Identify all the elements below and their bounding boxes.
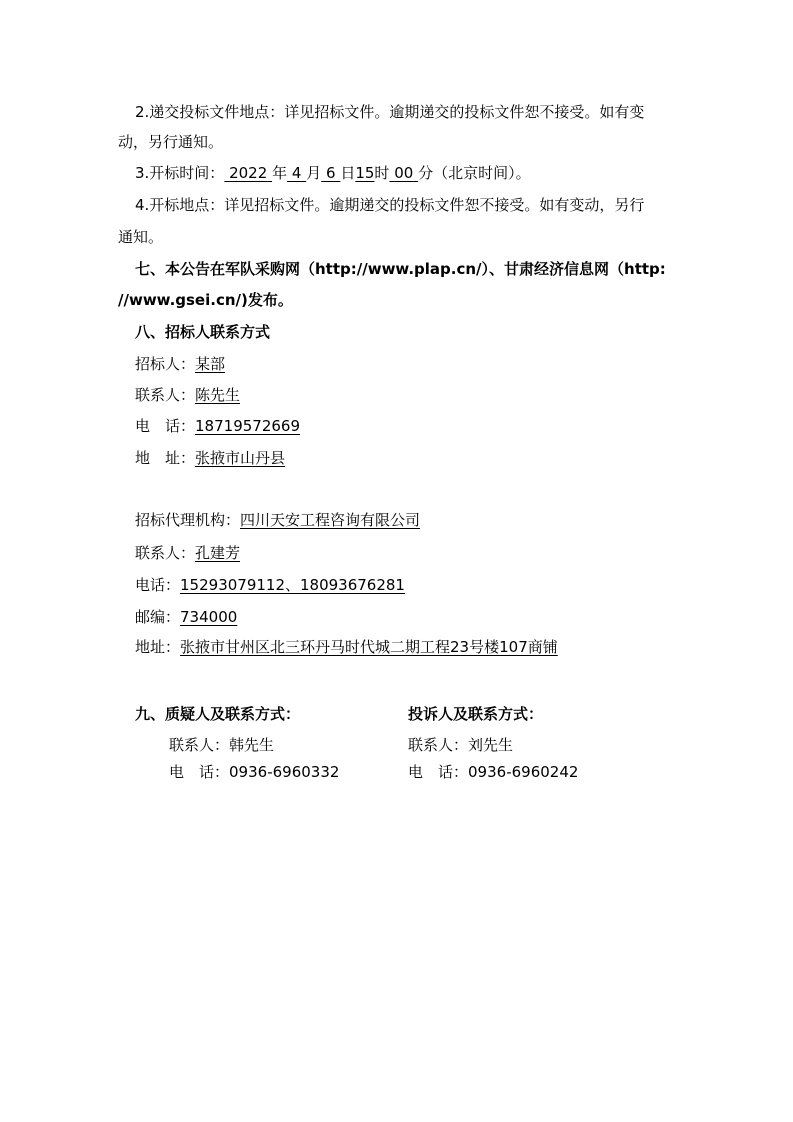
tenderer-phone-label-a: 电 <box>135 417 151 435</box>
opening-time-line <box>135 163 531 183</box>
agency-address-label: 地址： <box>135 638 181 656</box>
tenderer-address-label-a: 地 <box>135 449 151 467</box>
agency-phone-label: 电话： <box>135 576 181 594</box>
agency-contact-label: 联系人： <box>135 544 196 562</box>
opening-time-label: 3.开标时间： <box>135 164 225 182</box>
submission-location-line1: 2.递交投标文件地点：详见招标文件。逾期递交的投标文件恕不接受。如有变 <box>135 103 645 121</box>
complainant-contact-line <box>408 735 513 755</box>
publication-notice-line1: 七、本公告在军队采购网（http://www.plap.cn/）、甘肃经济信息网（http: <box>135 260 666 278</box>
agency-phone: 15293079112、18093676281 <box>180 576 405 594</box>
tenderer-contact-heading: 八、招标人联系方式 <box>135 323 271 341</box>
opening-minute: 00 <box>394 164 414 182</box>
day-unit: 日 <box>340 164 356 182</box>
opening-hour: 15 <box>355 164 375 182</box>
tenderer-address-line <box>135 448 285 468</box>
agency-address: 张掖市甘州区北三环丹马时代城二期工程23号楼107商铺 <box>180 638 558 656</box>
agency-phone-line <box>135 575 405 595</box>
tenderer-name-label: 招标人： <box>135 355 196 373</box>
agency-contact: 孔建芳 <box>195 544 241 562</box>
opening-day: 6 <box>325 164 336 182</box>
hour-unit: 时 <box>374 164 390 182</box>
challenger-contact-label: 联系人： <box>169 736 230 754</box>
tenderer-contact: 陈先生 <box>195 386 241 404</box>
agency-name: 四川天安工程咨询有限公司 <box>240 511 421 529</box>
agency-zip-label: 邮编： <box>135 608 181 626</box>
month-unit: 月 <box>306 164 322 182</box>
challenger-phone-line <box>169 762 339 782</box>
challenger-phone: 0936-6960332 <box>229 763 340 781</box>
year-unit: 年 <box>272 164 288 182</box>
tenderer-phone-line <box>135 416 300 436</box>
tenderer-contact-label: 联系人： <box>135 386 196 404</box>
tenderer-name-line <box>135 354 225 374</box>
opening-location-line1: 4.开标地点：详见招标文件。逾期递交的投标文件恕不接受。如有变动，另行 <box>135 196 645 214</box>
opening-month: 4 <box>291 164 302 182</box>
opening-year: 2022 <box>229 164 268 182</box>
tenderer-address-label-b: 址： <box>165 449 196 467</box>
tenderer-phone-label-b: 话： <box>165 417 196 435</box>
challenger-phone-label-b: 话： <box>199 763 230 781</box>
complainant-heading: 投诉人及联系方式： <box>408 705 544 723</box>
agency-address-line <box>135 637 558 657</box>
complainant-phone: 0936-6960242 <box>468 763 579 781</box>
tenderer-name: 某部 <box>195 355 226 373</box>
publication-notice-line2: //www.gsei.cn/)发布。 <box>118 291 293 309</box>
complainant-contact-label: 联系人： <box>408 736 469 754</box>
tenderer-contact-line <box>135 385 240 405</box>
complainant-phone-label-a: 电 <box>408 763 424 781</box>
submission-location-line2: 动，另行通知。 <box>118 133 224 151</box>
challenger-phone-label-a: 电 <box>169 763 185 781</box>
complainant-contact: 刘先生 <box>468 736 514 754</box>
challenger-heading: 九、质疑人及联系方式： <box>135 705 301 723</box>
challenger-contact-line <box>169 735 274 755</box>
challenger-contact: 韩先生 <box>229 736 275 754</box>
beijing-time-note: （北京时间）。 <box>433 164 531 182</box>
tenderer-phone: 18719572669 <box>195 417 300 435</box>
tenderer-address: 张掖市山丹县 <box>195 449 286 467</box>
agency-contact-line <box>135 543 240 563</box>
agency-name-label: 招标代理机构： <box>135 511 241 529</box>
agency-zip: 734000 <box>180 608 238 626</box>
complainant-phone-line <box>408 762 578 782</box>
complainant-phone-label-b: 话： <box>438 763 469 781</box>
minute-unit: 分 <box>418 164 434 182</box>
agency-name-line <box>135 510 420 530</box>
agency-zip-line <box>135 607 237 627</box>
opening-location-line2: 通知。 <box>118 228 164 246</box>
